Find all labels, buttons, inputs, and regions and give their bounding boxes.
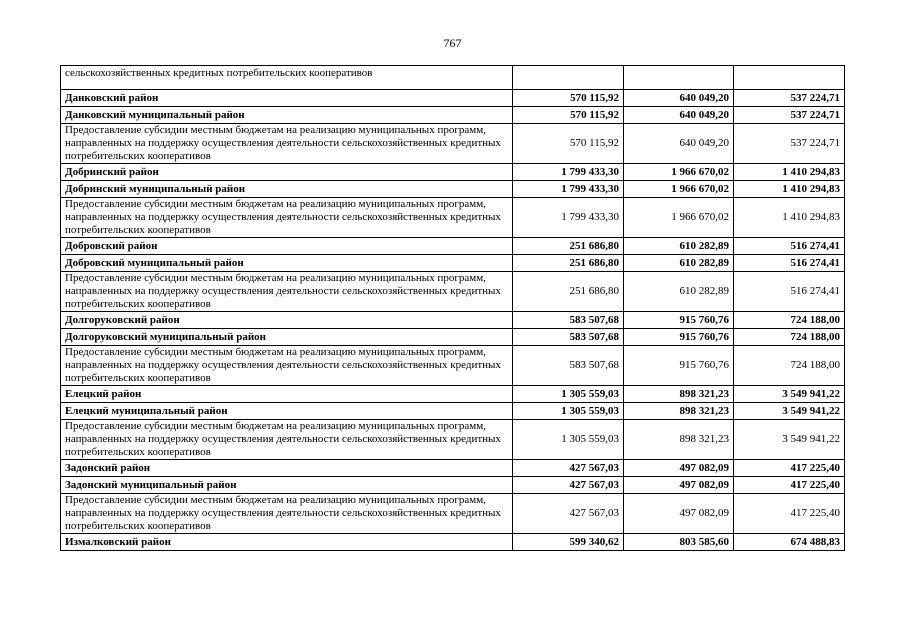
subsidy-row: [61, 198, 845, 238]
row-value-3-cell: 724 188,00: [734, 329, 845, 346]
row-value-1-cell: 427 567,03: [513, 477, 624, 494]
row-value-2-cell: 610 282,89: [624, 272, 734, 312]
row-value-1-cell: [513, 66, 624, 90]
district-total-row: [61, 403, 845, 420]
row-value-2-cell: 803 585,60: [624, 534, 734, 551]
row-value-1-cell: 570 115,92: [513, 124, 624, 164]
row-name-cell: Долгоруковский район: [61, 312, 513, 329]
district-total-row: [61, 255, 845, 272]
row-value-1-cell: 251 686,80: [513, 238, 624, 255]
subsidy-row: [61, 66, 845, 90]
row-name-cell: Предоставление субсидии местным бюджетам на реализацию муниципальных программ, направленных на поддержку осуществления деятельности сельскохозяйственных кредитных потребительских кооперативов: [61, 124, 513, 164]
budget-table: [60, 65, 845, 551]
row-value-1-cell: 1 799 433,30: [513, 164, 624, 181]
row-value-3-cell: 537 224,71: [734, 90, 845, 107]
row-name-cell: Добровский район: [61, 238, 513, 255]
row-value-2-cell: 1 966 670,02: [624, 198, 734, 238]
subsidy-row: [61, 494, 845, 534]
row-value-2-cell: [624, 66, 734, 90]
row-value-3-cell: 724 188,00: [734, 346, 845, 386]
district-total-row: [61, 238, 845, 255]
district-total-row: [61, 386, 845, 403]
row-name-cell: сельскохозяйственных кредитных потребительских кооперативов: [61, 66, 513, 90]
row-value-1-cell: 570 115,92: [513, 90, 624, 107]
row-value-3-cell: 1 410 294,83: [734, 198, 845, 238]
row-value-2-cell: 915 760,76: [624, 329, 734, 346]
row-name-cell: Добровский муниципальный район: [61, 255, 513, 272]
row-value-3-cell: 3 549 941,22: [734, 403, 845, 420]
row-value-1-cell: 599 340,62: [513, 534, 624, 551]
row-value-3-cell: 1 410 294,83: [734, 181, 845, 198]
row-name-cell: Предоставление субсидии местным бюджетам на реализацию муниципальных программ, направленных на поддержку осуществления деятельности сельскохозяйственных кредитных потребительских кооперативов: [61, 346, 513, 386]
row-name-cell: Задонский муниципальный район: [61, 477, 513, 494]
row-value-2-cell: 898 321,23: [624, 386, 734, 403]
row-value-2-cell: 915 760,76: [624, 346, 734, 386]
row-value-1-cell: 1 305 559,03: [513, 420, 624, 460]
row-value-1-cell: 427 567,03: [513, 460, 624, 477]
row-value-2-cell: 1 966 670,02: [624, 181, 734, 198]
row-value-3-cell: 516 274,41: [734, 272, 845, 312]
row-value-2-cell: 640 049,20: [624, 124, 734, 164]
row-name-cell: Добринский муниципальный район: [61, 181, 513, 198]
row-value-2-cell: 497 082,09: [624, 494, 734, 534]
row-value-2-cell: 898 321,23: [624, 420, 734, 460]
row-value-2-cell: 640 049,20: [624, 107, 734, 124]
row-name-cell: Предоставление субсидии местным бюджетам на реализацию муниципальных программ, направленных на поддержку осуществления деятельности сельскохозяйственных кредитных потребительских кооперативов: [61, 198, 513, 238]
row-name-cell: Данковский муниципальный район: [61, 107, 513, 124]
row-value-1-cell: 583 507,68: [513, 329, 624, 346]
row-value-1-cell: 1 799 433,30: [513, 181, 624, 198]
subsidy-row: [61, 420, 845, 460]
row-value-2-cell: 497 082,09: [624, 460, 734, 477]
row-value-1-cell: 583 507,68: [513, 312, 624, 329]
row-value-2-cell: 898 321,23: [624, 403, 734, 420]
row-value-3-cell: 1 410 294,83: [734, 164, 845, 181]
row-value-2-cell: 1 966 670,02: [624, 164, 734, 181]
row-value-1-cell: 251 686,80: [513, 272, 624, 312]
row-value-3-cell: [734, 66, 845, 90]
district-total-row: [61, 329, 845, 346]
row-name-cell: Предоставление субсидии местным бюджетам на реализацию муниципальных программ, направленных на поддержку осуществления деятельности сельскохозяйственных кредитных потребительских кооперативов: [61, 494, 513, 534]
subsidy-row: [61, 124, 845, 164]
district-total-row: [61, 181, 845, 198]
district-total-row: [61, 90, 845, 107]
row-value-2-cell: 610 282,89: [624, 255, 734, 272]
row-name-cell: Елецкий район: [61, 386, 513, 403]
row-value-1-cell: 251 686,80: [513, 255, 624, 272]
district-total-row: [61, 312, 845, 329]
row-value-3-cell: 417 225,40: [734, 460, 845, 477]
row-value-1-cell: 583 507,68: [513, 346, 624, 386]
row-value-3-cell: 417 225,40: [734, 477, 845, 494]
row-value-2-cell: 915 760,76: [624, 312, 734, 329]
district-total-row: [61, 460, 845, 477]
row-value-3-cell: 3 549 941,22: [734, 420, 845, 460]
row-value-3-cell: 516 274,41: [734, 238, 845, 255]
row-name-cell: Измалковский район: [61, 534, 513, 551]
row-value-3-cell: 3 549 941,22: [734, 386, 845, 403]
row-name-cell: Долгоруковский муниципальный район: [61, 329, 513, 346]
row-value-3-cell: 537 224,71: [734, 124, 845, 164]
district-total-row: [61, 164, 845, 181]
budget-table-body: [61, 66, 845, 551]
row-value-2-cell: 497 082,09: [624, 477, 734, 494]
district-total-row: [61, 477, 845, 494]
district-total-row: [61, 107, 845, 124]
row-name-cell: Добринский район: [61, 164, 513, 181]
row-value-3-cell: 724 188,00: [734, 312, 845, 329]
row-value-1-cell: 570 115,92: [513, 107, 624, 124]
row-value-3-cell: 516 274,41: [734, 255, 845, 272]
row-value-1-cell: 1 305 559,03: [513, 403, 624, 420]
row-value-3-cell: 537 224,71: [734, 107, 845, 124]
row-name-cell: Данковский район: [61, 90, 513, 107]
row-name-cell: Задонский район: [61, 460, 513, 477]
row-value-1-cell: 427 567,03: [513, 494, 624, 534]
row-value-2-cell: 640 049,20: [624, 90, 734, 107]
page-number: 767: [443, 36, 462, 50]
row-value-2-cell: 610 282,89: [624, 238, 734, 255]
subsidy-row: [61, 346, 845, 386]
subsidy-row: [61, 272, 845, 312]
row-name-cell: Предоставление субсидии местным бюджетам на реализацию муниципальных программ, направленных на поддержку осуществления деятельности сельскохозяйственных кредитных потребительских кооперативов: [61, 272, 513, 312]
row-value-3-cell: 674 488,83: [734, 534, 845, 551]
row-name-cell: Предоставление субсидии местным бюджетам на реализацию муниципальных программ, направленных на поддержку осуществления деятельности сельскохозяйственных кредитных потребительских кооперативов: [61, 420, 513, 460]
row-value-3-cell: 417 225,40: [734, 494, 845, 534]
row-value-1-cell: 1 305 559,03: [513, 386, 624, 403]
row-name-cell: Елецкий муниципальный район: [61, 403, 513, 420]
district-total-row: [61, 534, 845, 551]
row-value-1-cell: 1 799 433,30: [513, 198, 624, 238]
